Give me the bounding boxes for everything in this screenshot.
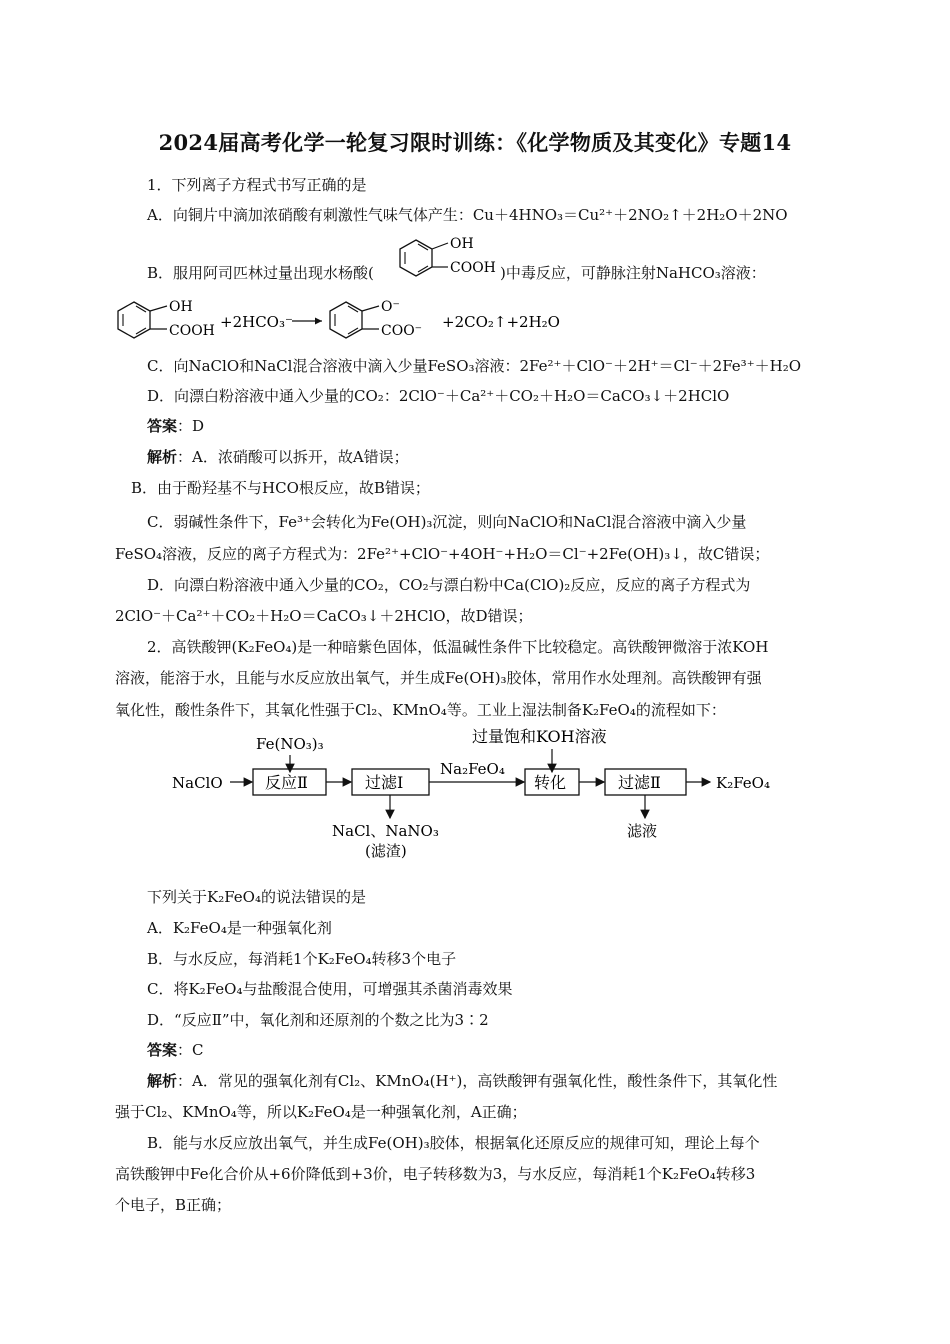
q1-analysis-b: B．由于酚羟基不与HCO根反应，故B错误；: [131, 479, 430, 497]
q2-option-a: A．K₂FeO₄是一种强氧化剂: [147, 919, 332, 937]
q1-option-a: A．向铜片中滴加浓硝酸有刺激性气味气体产生：Cu＋4HNO₃＝Cu²⁺＋2NO₂↑＋2H₂O＋2NO: [147, 206, 788, 224]
q2-para-line2: 溶液，能溶于水，且能与水反应放出氧气，并生成Fe(OH)₃胶体，常用作水处理剂。高铁酸钾有强: [115, 669, 762, 687]
q2-option-b: B．与水反应，每消耗1个K₂FeO₄转移3个电子: [147, 950, 457, 968]
process-flow-diagram: [160, 722, 800, 862]
answer-label: 答案: [147, 417, 178, 435]
flow-box-filter2-label: 过滤Ⅱ: [618, 773, 661, 792]
reactant-cooh-label: COOH: [169, 323, 215, 339]
flow-fe-no3: Fe(NO₃)₃: [256, 735, 324, 753]
product-coo-minus-label: COO⁻: [381, 323, 423, 339]
q2-analysis-a-line1: [147, 1071, 777, 1091]
flow-filtrate: 滤液: [627, 822, 658, 840]
analysis-label: 解析: [147, 448, 178, 466]
q2-para-line1: 2．高铁酸钾(K₂FeO₄)是一种暗紫色固体，低温碱性条件下比较稳定。高铁酸钾微溶于浓KOH: [147, 638, 769, 656]
salicylic-acid-structure: [396, 232, 500, 280]
flow-box-filter1-label: 过滤Ⅰ: [365, 773, 404, 792]
q2-answer: [147, 1040, 204, 1060]
q1-b-equation: [112, 294, 562, 344]
q1-analysis-c-line2: FeSO₄溶液，反应的离子方程式为：2Fe²⁺+ClO⁻+4OH⁻+H₂O＝Cl⁻+2Fe(OH)₃↓，故C错误；: [115, 545, 770, 563]
q2-analysis-b-line3: 个电子，B正确；: [115, 1196, 232, 1214]
q1-option-b-suffix: )中毒反应，可静脉注射NaHCO₃溶液：: [500, 264, 766, 282]
flow-box-reaction2-label: 反应Ⅱ: [265, 773, 308, 792]
eq-middle-term: +2HCO₃⁻: [220, 313, 293, 331]
reactant-oh-label: OH: [169, 299, 193, 315]
q1-analysis-d-line1: D．向漂白粉溶液中通入少量的CO₂，CO₂与漂白粉中Ca(ClO)₂反应，反应的离子方程式为: [147, 576, 751, 594]
oh-label: OH: [450, 236, 474, 252]
q1-analysis-c-line1: C．弱碱性条件下，Fe³⁺会转化为Fe(OH)₃沉淀，则向NaClO和NaCl混合溶液中滴入少量: [147, 513, 747, 531]
q1-stem: 1．下列离子方程式书写正确的是: [147, 176, 367, 194]
analysis-text: ：A．浓硝酸可以拆开，故A错误；: [177, 448, 409, 466]
page-title: 2024届高考化学一轮复习限时训练：《化学物质及其变化》专题14: [158, 130, 792, 155]
answer-value: ：D: [177, 417, 205, 435]
q1-option-d: D．向漂白粉溶液中通入少量的CO₂：2ClO⁻＋Ca²⁺＋CO₂＋H₂O＝CaCO₃↓＋2HClO: [147, 387, 730, 405]
flow-na2feo4: Na₂FeO₄: [440, 760, 505, 778]
q2-para-line3: 氧化性，酸性条件下，其氧化性强于Cl₂、KMnO₄等。工业上湿法制备K₂FeO₄的流程如下：: [115, 701, 726, 719]
q1-option-c: C．向NaClO和NaCl混合溶液中滴入少量FeSO₃溶液：2Fe²⁺＋ClO⁻＋2H⁺＝Cl⁻＋2Fe³⁺＋H₂O: [147, 357, 802, 375]
flow-naclo: NaClO: [172, 774, 223, 792]
q1-analysis-a: [147, 447, 409, 467]
analysis-text: ：A．常见的强氧化剂有Cl₂、KMnO₄(H⁺)，高铁酸钾有强氧化性，酸性条件下，其氧化性: [177, 1072, 778, 1090]
answer-value: ：C: [177, 1041, 204, 1059]
flow-koh: 过量饱和KOH溶液: [472, 727, 607, 746]
answer-label: 答案: [147, 1041, 178, 1059]
eq-right-term: +2CO₂↑+2H₂O: [442, 313, 560, 331]
q2-analysis-a-line2: 强于Cl₂、KMnO₄等，所以K₂FeO₄是一种强氧化剂，A正确；: [115, 1103, 527, 1121]
flow-residue-salts: NaCl、NaNO₃: [332, 822, 439, 840]
product-o-minus-label: O⁻: [381, 299, 400, 315]
cooh-label: COOH: [450, 260, 496, 276]
q2-option-d: D．“反应Ⅱ”中，氧化剂和还原剂的个数之比为3∶2: [147, 1011, 489, 1029]
q1-answer: [147, 416, 204, 436]
flow-residue-label: (滤渣): [365, 842, 407, 860]
q1-analysis-d-line2: 2ClO⁻＋Ca²⁺＋CO₂＋H₂O＝CaCO₃↓＋2HClO，故D错误；: [115, 607, 533, 625]
flow-box-conversion-label: 转化: [534, 773, 567, 792]
q2-analysis-b-line1: B．能与水反应放出氧气，并生成Fe(OH)₃胶体，根据氧化还原反应的规律可知，理论上每个: [147, 1134, 760, 1152]
flow-k2feo4: K₂FeO₄: [716, 774, 770, 792]
q2-option-c: C．将K₂FeO₄与盐酸混合使用，可增强其杀菌消毒效果: [147, 980, 513, 998]
analysis-label: 解析: [147, 1072, 178, 1090]
q2-stem: 下列关于K₂FeO₄的说法错误的是: [147, 888, 366, 906]
q1-option-b-prefix: B．服用阿司匹林过量出现水杨酸(: [147, 264, 374, 282]
q2-analysis-b-line2: 高铁酸钾中Fe化合价从+6价降低到+3价，电子转移数为3，与水反应，每消耗1个K₂FeO₄转移3: [115, 1165, 756, 1183]
